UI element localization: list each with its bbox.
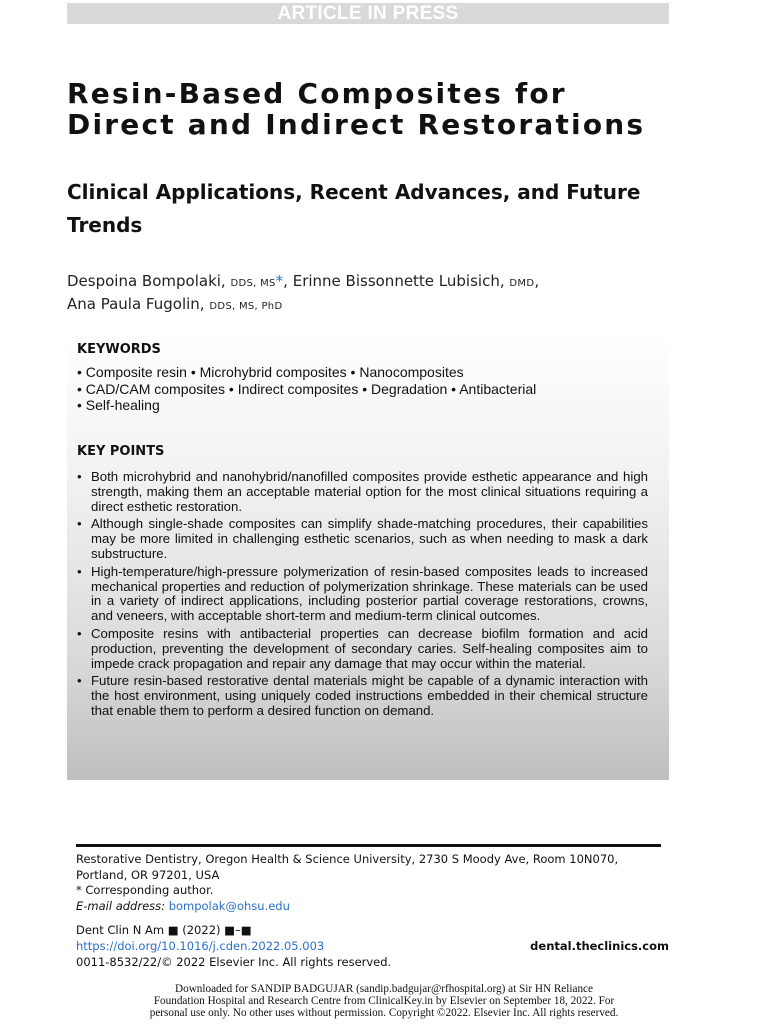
email-line xyxy=(76,899,666,915)
key-point-item: • Both microhybrid and nanohybrid/nanofilled composites provide esthetic appearance and high strength, making them an acceptable material option for the most clinical situations requiring a direct esthetic restoration. xyxy=(77,470,648,514)
email-label: E-mail address: xyxy=(76,898,166,913)
author-list xyxy=(67,271,677,317)
key-point-item: • High-temperature/high-pressure polymerization of resin-based composites leads to increased mechanical properties and reduction of polymerization shrinkage. These materials can be used in a variety of indirect applications, including posterior partial coverage restorations, crowns, and veneers, with acceptable short-term and medium-term clinical outcomes. xyxy=(77,565,648,624)
keywords-line: • Composite resin • Microhybrid composites • Nanocomposites xyxy=(77,364,464,380)
affiliation-line: Portland, OR 97201, USA xyxy=(76,867,220,882)
key-points-list xyxy=(77,470,648,722)
key-points-heading: KEY POINTS xyxy=(77,444,165,459)
footnote xyxy=(76,852,666,914)
copyright-line: 0011-8532/22/© 2022 Elsevier Inc. All rights reserved. xyxy=(76,955,392,969)
email-link[interactable]: bompolak@ohsu.edu xyxy=(168,898,290,913)
author-name: Erinne Bissonnette Lubisich, xyxy=(292,272,505,290)
keywords-line: • Self-healing xyxy=(77,397,160,413)
article-subtitle: Clinical Applications, Recent Advances, and Future Trends xyxy=(67,180,641,237)
download-notice-line: personal use only. No other uses without permission. Copyright ©2022. Elsevier Inc. All rights reserved. xyxy=(149,1007,619,1019)
author-separator: , xyxy=(283,272,288,290)
article-in-press-banner: ARTICLE IN PRESS xyxy=(67,3,669,24)
author-separator: , xyxy=(534,272,540,290)
key-point-item: • Future resin-based restorative dental materials might be capable of a dynamic interaction with the host environment, using uniquely coded instructions embedded in their chemical structure that enable them to perform a desired function on demand. xyxy=(77,674,648,718)
corresponding-author-marker[interactable]: * xyxy=(275,272,284,290)
key-point-item: • Although single-shade composites can simplify shade-matching procedures, their capabilities may be more limited in challenging esthetic scenarios, such as when needing to mask a dark substructure. xyxy=(77,517,648,561)
download-notice-line: Downloaded for SANDIP BADGUJAR (sandip.badgujar@rfhospital.org) at Sir HN Reliance xyxy=(175,983,593,995)
corresponding-author-note: * Corresponding author. xyxy=(76,883,214,897)
keywords-keypoints-box xyxy=(67,330,669,780)
keywords-line: • CAD/CAM composites • Indirect composites • Degradation • Antibacterial xyxy=(77,380,537,397)
download-notice xyxy=(110,983,658,1019)
author-degrees: DMD xyxy=(509,278,535,289)
article-title: Resin-Based Composites for Direct and Indirect Restorations xyxy=(67,77,646,141)
author-degrees: DDS, MS xyxy=(230,278,276,289)
author-degrees: DDS, MS, PhD xyxy=(209,301,283,312)
keywords-heading: KEYWORDS xyxy=(77,342,161,357)
journal-website-link[interactable]: dental.theclinics.com xyxy=(530,939,669,953)
download-notice-line: Foundation Hospital and Research Centre from ClinicalKey.in by Elsevier on September 18, 2022. For xyxy=(153,995,615,1007)
key-point-item: • Composite resins with antibacterial properties can decrease biofilm formation and acid production, preventing the development of secondary caries. Self-healing composites aim to impede crack propagation and repair any damage that may occur within the material. xyxy=(77,627,648,671)
affiliation-line: Restorative Dentistry, Oregon Health & Science University, 2730 S Moody Ave, Room 10N070, xyxy=(76,852,619,866)
journal-info xyxy=(76,922,476,970)
author-name: Despoina Bompolaki, xyxy=(67,272,226,290)
author-name: Ana Paula Fugolin, xyxy=(67,295,205,313)
doi-link[interactable]: https://doi.org/10.1016/j.cden.2022.05.003 xyxy=(76,939,325,953)
keywords-list xyxy=(77,364,657,414)
journal-citation: Dent Clin N Am ■ (2022) ■–■ xyxy=(76,923,252,937)
footnote-divider xyxy=(76,844,661,847)
